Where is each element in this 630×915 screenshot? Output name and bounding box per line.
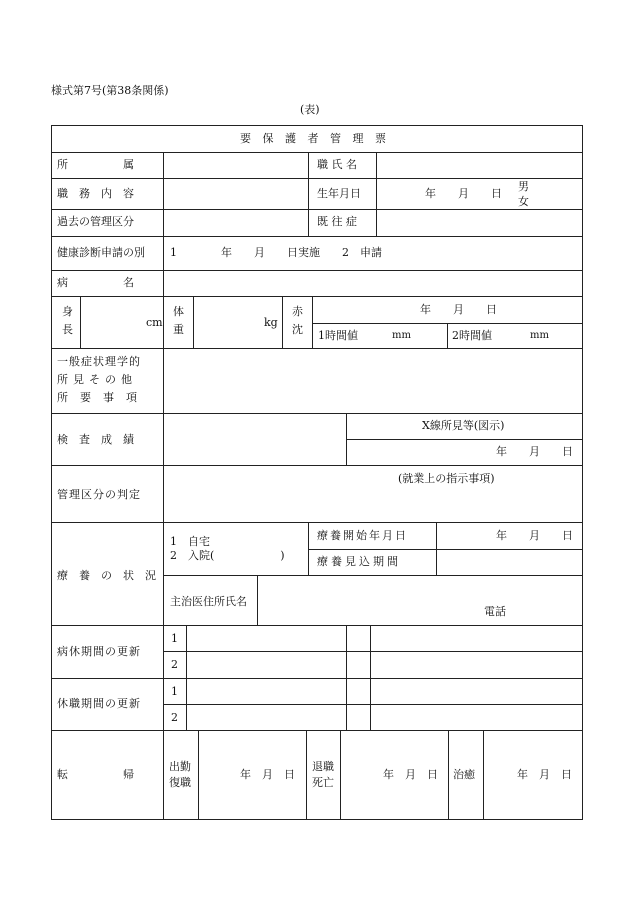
xray-date: 年 月 日 [496,445,573,458]
row-line [51,465,583,466]
row-line [51,270,583,271]
row-line [51,209,583,210]
label-findings-1: 一般症状理学的 [57,355,141,368]
row-line [51,413,583,414]
unit-kg: kg [264,316,278,329]
form-side-label: (表) [300,103,320,116]
label-dob: 生年月日 [317,187,361,200]
esr-hour1: 1時間値 [318,329,358,342]
label-absence-update: 休職期間の更新 [57,697,141,710]
sex-female: 女 [518,195,529,208]
label-height-2: 長 [62,323,73,336]
leave-row-1: 1 [171,632,178,645]
checkup-options: 1 年 月 日実施 2 申請 [170,246,382,259]
label-dept: 所 属 [57,158,134,171]
col-line [186,625,187,730]
row-line [308,549,583,550]
return-date: 年 月 日 [240,768,295,781]
col-line [308,522,309,575]
sex-male: 男 [518,180,529,193]
care-hospital: 2 入院( ) [170,549,285,562]
col-line [282,296,283,348]
row-line [51,348,583,349]
form-title: 要 保 護 者 管 理 票 [240,132,390,145]
col-line [308,152,309,236]
label-findings-3: 所要事項 [57,391,149,404]
col-line [376,152,377,236]
label-care-start: 療養開始年月日 [317,529,408,542]
xray-label: X線所見等(図示) [422,419,505,432]
unit-cm: cm [146,316,163,329]
label-weight-1: 体 [173,305,184,318]
label-judge: 管理区分の判定 [57,488,141,501]
row-line [51,152,583,153]
label-past-category: 過去の管理区分 [57,215,134,228]
return-2: 復職 [169,776,191,789]
label-transfer: 転 帰 [57,768,134,781]
label-esr-1: 赤 [292,305,303,318]
col-line [306,730,307,820]
label-esr-2: 沈 [292,323,303,336]
absence-row-1: 1 [171,685,178,698]
row-line [163,704,583,705]
work-instructions: (就業上の指示事項) [398,472,495,485]
label-doctor: 主治医住所氏名 [170,595,247,608]
retire-2: 死亡 [312,776,334,789]
esr-date: 年 月 日 [420,303,497,316]
row-line [163,575,583,576]
label-findings-2: 所見その他 [57,373,137,386]
row-line [51,730,583,731]
label-care: 療 養 の 状 況 [57,569,156,582]
label-leave-update: 病休期間の更新 [57,645,141,658]
col-line [346,413,347,465]
label-care-outlook: 療養見込期間 [317,555,401,568]
doctor-phone: 電話 [484,605,506,618]
care-start-date: 年 月 日 [496,529,573,542]
row-line [346,439,583,440]
col-line [257,575,258,625]
unit-mm-1: mm [392,330,411,341]
row-line [51,678,583,679]
col-line [163,296,164,348]
dob-date: 年 月 日 [425,187,502,200]
retire-date: 年 月 日 [383,768,438,781]
label-job: 職 務 内 容 [57,187,134,200]
care-home: 1 自宅 [170,535,210,548]
label-weight-2: 重 [173,323,184,336]
col-line [436,522,437,575]
esr-hour2: 2時間値 [452,329,492,342]
unit-mm-2: mm [530,330,549,341]
col-line [198,730,199,820]
retire-1: 退職 [312,760,334,773]
form-style-number: 様式第7号(第38条関係) [51,84,169,97]
form-table [51,125,583,820]
label-exam: 検 査 成 績 [57,433,134,446]
label-checkup: 健康診断申請の別 [57,246,145,259]
col-line [193,296,194,348]
leave-row-2: 2 [171,658,178,671]
row-line [313,323,583,324]
row-line [51,522,583,523]
col-line [312,296,313,348]
col-line [163,730,164,820]
col-line [370,625,371,730]
row-line [163,651,583,652]
col-line [340,730,341,820]
col-line [346,625,347,730]
label-name: 職 氏 名 [317,158,357,171]
col-line [447,323,448,348]
label-disease: 病 名 [57,276,134,289]
row-line [51,178,583,179]
row-line [51,625,583,626]
return-1: 出勤 [169,760,191,773]
col-line [483,730,484,820]
row-line [51,236,583,237]
cured-label: 治癒 [453,768,475,781]
col-line [163,348,164,730]
label-height-1: 身 [62,305,73,318]
col-line [163,152,164,296]
col-line [448,730,449,820]
absence-row-2: 2 [171,711,178,724]
row-line [51,296,583,297]
label-history: 既 往 症 [317,215,357,228]
col-line [80,296,81,348]
cured-date: 年 月 日 [517,768,572,781]
